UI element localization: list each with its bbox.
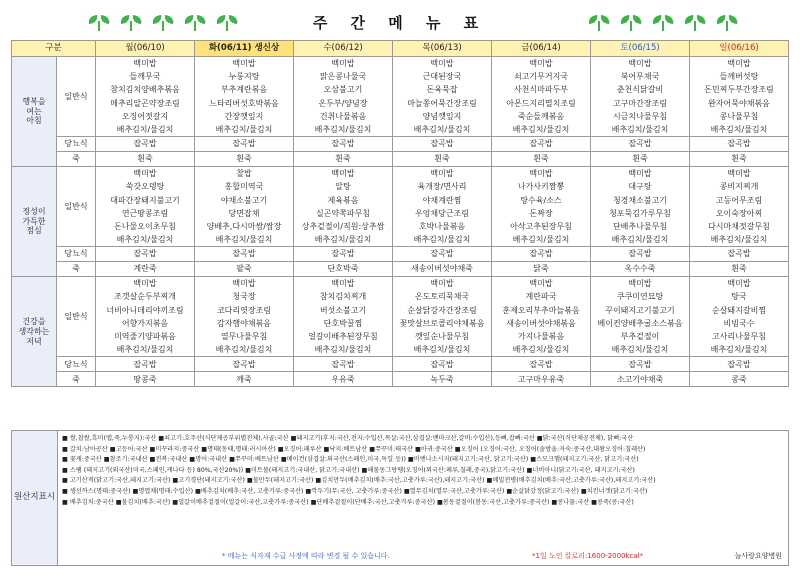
menu-cell: 잡곡밥: [393, 247, 492, 262]
menu-cell: [294, 277, 393, 357]
menu-cell: [195, 167, 294, 247]
diet-type: 당뇨식: [57, 137, 96, 152]
dish-name: 청포묵김가루무침: [609, 208, 671, 218]
dish-name: 백미밥: [133, 279, 157, 289]
menu-cell: 잡곡밥: [492, 247, 591, 262]
dish-name: 고등어무조림: [715, 195, 763, 205]
dish-name: 양념깻잎지: [422, 111, 462, 121]
origin-line: ■ 스팸 (돼지고기(외국산(미국,스페인,캐나다 등) 80%,국산20%)) ■미트볼(돼지고기:국내산, 닭고기:국내산) ■해물동그랑땡(오징어(외국산:페루,칠레,중국),닭고기:국산) ■너비아니(닭고기:국산, 돼지고기:국산): [62, 466, 635, 474]
menu-cell: 잡곡밥: [195, 357, 294, 372]
dish-name: 배추김치/물김치: [116, 124, 174, 134]
dish-name: 백미밥: [430, 59, 454, 68]
dish-name: 감자햄야채볶음: [216, 318, 272, 328]
menu-cell: 녹두죽: [393, 372, 492, 387]
dish-name: 백미밥: [331, 59, 355, 68]
sprout-icon: [650, 14, 676, 32]
day-header: 화(06/11) 생신상: [195, 41, 294, 57]
dish-name: 부추계란볶음: [220, 85, 268, 95]
menu-cell: 잡곡밥: [96, 357, 195, 372]
meal-label-line: 생각하는: [18, 327, 50, 337]
dish-name: 너비아니데리야끼조림: [106, 305, 184, 315]
menu-cell: 잡곡밥: [690, 247, 789, 262]
dish-name: 어향가지볶음: [121, 318, 169, 328]
menu-cell: 잡곡밥: [294, 137, 393, 152]
dish-name: 청경채소불고기: [612, 195, 668, 205]
dish-name: 백미밥: [331, 279, 355, 289]
dish-name: 돈민찌두부간장조림: [704, 85, 774, 95]
dish-name: 백미밥: [628, 59, 652, 68]
menu-row: [12, 247, 789, 262]
dish-name: 대파간장돼지불고기: [110, 195, 180, 205]
dish-name: 아삭고추된장무침: [510, 221, 572, 231]
menu-cell: [96, 167, 195, 247]
weekly-menu-table: [11, 40, 789, 387]
dish-name: 백미밥: [529, 59, 553, 68]
calorie-note: *1일 노인 칼로리:1600-2000kcal*: [532, 552, 644, 560]
menu-cell: 잡곡밥: [195, 247, 294, 262]
menu-cell: [591, 167, 690, 247]
menu-row: [12, 57, 789, 137]
menu-row: [12, 357, 789, 372]
change-notice: * 메뉴는 식자재 수급 사정에 따라 변경 될 수 있습니다.: [222, 552, 390, 560]
menu-cell: 닭죽: [492, 262, 591, 277]
menu-cell: 잡곡밥: [591, 247, 690, 262]
menu-cell: 잡곡밥: [591, 357, 690, 372]
dish-name: 완자어묵야채볶음: [708, 98, 770, 108]
meal-label-line: 행복을: [22, 97, 46, 107]
dish-name: 오이숙장아찌: [715, 208, 763, 218]
menu-cell: 새송이버섯야채죽: [393, 262, 492, 277]
dish-name: 훈제오리부추마늘볶음: [502, 305, 580, 315]
dish-name: 누룽지탕: [228, 72, 260, 82]
menu-cell: [393, 277, 492, 357]
dish-name: 베이컨양배추굴소스볶음: [597, 318, 683, 328]
menu-row: [12, 262, 789, 277]
menu-cell: [492, 167, 591, 247]
dish-name: 마늘쫑어묵간장조림: [407, 98, 477, 108]
menu-cell: [690, 277, 789, 357]
day-header: 금(06/14): [492, 41, 591, 57]
dish-name: 부추겉절이: [620, 332, 660, 341]
menu-cell: 잡곡밥: [195, 137, 294, 152]
dish-name: 느타리버섯호박볶음: [209, 98, 279, 108]
origin-line: ■ 배추김치:중국산 ■물김치(배추:국산) ■얼갈이배추겉절이(얼갈이:국산,고춧가루:중국산) ■단배추겉절이(단배추:국산,고춧가루:중국산) ■봄동겉절이(봄동:국산,고춧가루:중국산) ■콩나물:국산 ■콩죽(콩:국산): [62, 498, 634, 506]
menu-cell: 흰죽: [690, 152, 789, 167]
menu-row: [12, 152, 789, 167]
diet-type: 당뇨식: [57, 357, 96, 372]
dish-name: 코다리엿장조림: [216, 305, 272, 315]
sprout-icon: [618, 14, 644, 32]
meal-label-line: 정성이: [22, 207, 46, 217]
dish-name: 백미밥: [727, 279, 751, 289]
menu-cell: [195, 277, 294, 357]
dish-name: 시금치나물무침: [612, 111, 668, 121]
dish-name: 깻잎순나물무침: [414, 332, 470, 341]
dish-name: 대구탕: [628, 182, 652, 192]
meal-label-line: 가득한: [22, 216, 46, 226]
menu-cell: 우유죽: [294, 372, 393, 387]
dish-name: 참치김치양배추볶음: [110, 85, 180, 95]
dish-name: 당면잡채: [228, 208, 260, 218]
menu-cell: 소고기야채죽: [591, 372, 690, 387]
dish-name: 백미밥: [628, 279, 652, 289]
dish-name: 백미밥: [727, 169, 751, 179]
menu-cell: 콩죽: [690, 372, 789, 387]
origin-lines: [62, 434, 784, 508]
dish-name: 배추김치/물김치: [512, 345, 570, 355]
origin-line: ■ 갈치:남아공산 ■고등어:국산 ■미꾸라지:중국산 ■명태(동태,명태:러시아산) ■오징어:페루산 ■낙지:베트남산 ■쭈꾸미:태국산 ■아귀:중국산 ■오징어 (오징어:국산, 오징어(솔방울:자숙:중국산,대왕오징어:칠레산): [62, 445, 646, 453]
dish-name: 메추리알곤약장조림: [110, 98, 180, 108]
menu-cell: 고구마우유죽: [492, 372, 591, 387]
dish-name: 돈육묵잡: [426, 85, 458, 95]
menu-cell: [393, 57, 492, 137]
dish-name: 콩나물무침: [719, 111, 759, 121]
dish-name: 참치김치찌개: [319, 292, 367, 302]
meal-label: [12, 277, 57, 387]
menu-cell: 잡곡밥: [393, 137, 492, 152]
origin-line: ■ 쌀,찹쌀,흑미(멥,죽,누룽지):국산 ■쇠고기:호주산(식단제공부위별전체),사골:국산 ■돼지고기(후지:국산,전지:수입산,목살:국산,삼겹살:멘마크산,갈비:수입산),등뼈,잡뼈:국산 ■닭:국산(식단제공전체), 닭뼈:국산: [62, 435, 634, 442]
menu-cell: [690, 167, 789, 247]
menu-cell: 흰죽: [294, 152, 393, 167]
dish-name: 배추김치/물김치: [314, 235, 372, 245]
dish-name: 아몬드지리멸치조림: [506, 98, 576, 108]
header-row: [12, 41, 789, 57]
dish-name: 열무나물무침: [220, 332, 268, 341]
dish-name: 새송이버섯야채볶음: [506, 318, 576, 328]
dish-name: 야채계란찜: [422, 195, 462, 205]
dish-name: 돈짜장: [529, 208, 553, 218]
dish-name: 백미밥: [628, 169, 652, 179]
dish-name: 콩비지찌개: [719, 182, 759, 192]
dish-name: 탕수육/소스: [520, 195, 562, 205]
diet-type: 죽: [57, 262, 96, 277]
origin-label-line: 원산지: [13, 492, 39, 503]
category-header: 구분: [12, 41, 96, 57]
dish-name: 배추김치/물김치: [512, 124, 570, 134]
menu-cell: 단호박죽: [294, 262, 393, 277]
dish-name: 맑은콩나물국: [319, 72, 367, 82]
meal-label-line: 건강을: [22, 317, 46, 327]
menu-cell: 잡곡밥: [492, 357, 591, 372]
dish-name: 온두부/양념장: [318, 98, 368, 108]
dish-name: 배추김치/물김치: [116, 345, 174, 355]
dish-name: 백미밥: [430, 279, 454, 289]
hospital-name: 늘사랑요양병원: [734, 552, 782, 560]
menu-row: [12, 137, 789, 152]
dish-name: 오삼불고기: [323, 85, 363, 95]
menu-row: [12, 167, 789, 247]
day-header: 일(06/16): [690, 41, 789, 57]
menu-cell: 잡곡밥: [393, 357, 492, 372]
menu-cell: [294, 167, 393, 247]
dish-name: 단호박꿀찜: [323, 318, 363, 328]
dish-name: 백미밥: [430, 169, 454, 179]
dish-name: 찰밥: [236, 169, 252, 179]
dish-name: 알탕: [335, 182, 351, 192]
menu-cell: 잡곡밥: [96, 137, 195, 152]
dish-name: 배추김치/물김치: [611, 345, 669, 355]
menu-cell: 땅콩죽: [96, 372, 195, 387]
meal-label-line: 여는: [26, 106, 42, 116]
footer: [62, 551, 784, 563]
origin-line: ■ 생선까스(명태:중국산) ■명엽채(명태:수입산) ■배추김치(배추:국산, 고춧가루:중국산) ■깍두기(무:국산, 고춧가루:중국산) ■열무김치(열무:국산,고춧가루:국산) ■순살닭강정(닭고기:국산) ■치킨너겟(닭고기:국산): [62, 487, 648, 495]
menu-cell: [96, 57, 195, 137]
meal-label: [12, 57, 57, 167]
menu-cell: 흰죽: [393, 152, 492, 167]
dish-name: 춘천식닭갈비: [616, 85, 664, 95]
dish-name: 북어무채국: [620, 72, 660, 82]
dish-name: 쑥갓오뎅탕: [125, 182, 165, 192]
meal-label-line: 아침: [26, 116, 42, 126]
dish-name: 배추김치/물김치: [116, 235, 174, 245]
menu-cell: [195, 57, 294, 137]
diet-type: 죽: [57, 372, 96, 387]
dish-name: 백미밥: [133, 59, 157, 68]
dish-name: 단배추나물무침: [612, 221, 668, 231]
dish-name: 배추김치/물김치: [314, 124, 372, 134]
dish-name: 건취나물볶음: [319, 111, 367, 121]
dish-name: 배추김치/물김치: [413, 345, 471, 355]
diet-type: 당뇨식: [57, 247, 96, 262]
dish-name: 백미밥: [331, 169, 355, 179]
dish-name: 배추김치/물김치: [710, 124, 768, 134]
origin-line: ■ 고기산적(닭고기:국산,돼지고기:국산) ■고기경단(돼지고기:국산) ■물만두(돼지고기:국산) ■김치만두(배추김치(배추:국산,고춧가루:국산),돼지고기:국산) ■메밀전병(배추김치(배추:국산,고춧가루:국산),돼지고기:국산): [62, 477, 656, 485]
dish-name: 양배추,다시마쌈/쌈장: [206, 221, 282, 231]
day-header: 토(06/15): [591, 41, 690, 57]
dish-name: 비빔국수: [723, 318, 755, 328]
sprout-icon: [714, 14, 740, 32]
dish-name: 백미밥: [727, 59, 751, 68]
dish-name: 들깨버섯탕: [719, 72, 759, 82]
day-header: 수(06/12): [294, 41, 393, 57]
dish-name: 배추김치/물김치: [413, 124, 471, 134]
dish-name: 근대된장국: [422, 72, 462, 82]
dish-name: 연근땅콩조림: [121, 208, 169, 218]
menu-cell: 흰죽: [195, 152, 294, 167]
dish-name: 계란파국: [525, 292, 557, 302]
menu-cell: [591, 277, 690, 357]
menu-cell: 흰죽: [690, 262, 789, 277]
menu-cell: 팥죽: [195, 262, 294, 277]
dish-name: 배추김치/물김치: [413, 235, 471, 245]
dish-name: 배추김치/물김치: [710, 235, 768, 245]
dish-name: 배추김치/물김치: [611, 235, 669, 245]
dish-name: 온도토리묵채국: [414, 292, 470, 302]
dish-name: 죽순들깨볶음: [517, 111, 565, 121]
menu-cell: 흰죽: [492, 152, 591, 167]
dish-name: 우엉채당근조림: [414, 208, 470, 218]
dish-name: 탕국: [731, 292, 747, 302]
menu-cell: 깨죽: [195, 372, 294, 387]
menu-cell: 잡곡밥: [690, 137, 789, 152]
menu-row: [12, 372, 789, 387]
page-title: 주 간 메 뉴 표: [312, 14, 488, 32]
dish-name: 배추김치/물김치: [710, 345, 768, 355]
dish-name: 고구마간장조림: [612, 98, 668, 108]
meal-label-line: 점심: [26, 226, 42, 236]
dish-name: 배추김치/물김치: [314, 345, 372, 355]
dish-name: 실곤약쪽파무침: [315, 208, 371, 218]
dish-name: 나가사키짬뽕: [517, 182, 565, 192]
dish-name: 들깨무국: [129, 72, 161, 82]
dish-name: 쇠고기무거지국: [513, 72, 569, 82]
menu-cell: 계란죽: [96, 262, 195, 277]
menu-cell: [294, 57, 393, 137]
meal-label: [12, 167, 57, 277]
diet-type: 일반식: [57, 57, 96, 137]
dish-name: 조갯살순두부찌개: [114, 292, 176, 302]
diet-type: 일반식: [57, 167, 96, 247]
dish-name: 백미밥: [133, 169, 157, 179]
diet-type: 죽: [57, 152, 96, 167]
dish-name: 호박나물볶음: [418, 221, 466, 231]
dish-name: 백미밥: [529, 279, 553, 289]
menu-cell: 흰죽: [96, 152, 195, 167]
dish-name: 야채소불고기: [220, 195, 268, 205]
dish-name: 배추김치/물김치: [215, 235, 273, 245]
origin-label: [12, 431, 58, 565]
dish-name: 제육볶음: [327, 195, 359, 205]
menu-cell: [492, 57, 591, 137]
day-header: 월(06/10): [96, 41, 195, 57]
dish-name: 홍합미역국: [224, 182, 264, 192]
menu-cell: 잡곡밥: [492, 137, 591, 152]
menu-cell: [96, 277, 195, 357]
dish-name: 순살닭강자간장조림: [407, 305, 477, 315]
menu-cell: [690, 57, 789, 137]
origin-line: ■ 꽃게:중국산 ■참조기:국내산 ■전복:국내산 ■명어:국내산 ■쭈꾸미:베트남산 ■베이컨(삼겹살:외국산(스페인,미국,독일 등)) ■비엔나소시지(돼지고기:국산, 닭고기:국산) ■스모크햄(돼지고기:국산, 닭고기:국산): [62, 456, 639, 464]
dish-name: 다시마채젓갈무침: [708, 221, 770, 231]
menu-cell: 잡곡밥: [96, 247, 195, 262]
dish-name: 오징어젓갈지: [121, 111, 169, 121]
sprout-icon: [586, 14, 612, 32]
day-header: 목(06/13): [393, 41, 492, 57]
menu-cell: 흰죽: [591, 152, 690, 167]
dish-name: 배추김치/물김치: [215, 124, 273, 134]
dish-name: 백미밥: [232, 59, 256, 68]
menu-cell: 잡곡밥: [591, 137, 690, 152]
dish-name: 고사리나물무침: [711, 332, 767, 341]
dish-name: 버섯소불고기: [319, 305, 367, 315]
page-header: [0, 0, 800, 40]
dish-name: 육개장/면사리: [417, 182, 467, 192]
menu-cell: [393, 167, 492, 247]
menu-row: [12, 277, 789, 357]
dish-name: 배추김치/물김치: [512, 235, 570, 245]
origin-label-line: 표시: [38, 492, 56, 503]
sprout-decoration-right: [586, 14, 740, 32]
dish-name: 청국장: [232, 292, 256, 302]
dish-name: 쿠쿠미연묘탕: [616, 292, 664, 302]
diet-type: 일반식: [57, 277, 96, 357]
dish-name: 상추겉절이/직원:상추쌈: [301, 221, 385, 231]
origin-section: [11, 430, 789, 566]
dish-name: 백미밥: [232, 279, 256, 289]
dish-name: 배추김치/물김치: [611, 124, 669, 134]
dish-name: 배추김치/물김치: [215, 345, 273, 355]
menu-cell: [591, 57, 690, 137]
dish-name: 백미밥: [529, 169, 553, 179]
menu-cell: 잡곡밥: [294, 247, 393, 262]
sprout-icon: [682, 14, 708, 32]
menu-cell: 옥수수죽: [591, 262, 690, 277]
dish-name: 돈나물오이초무침: [114, 221, 176, 231]
dish-name: 간장깻잎지: [224, 111, 264, 121]
meal-label-line: 저녁: [26, 336, 42, 346]
dish-name: 미역줄기양파볶음: [114, 332, 176, 341]
dish-name: 꾸이돼지고기불고기: [605, 305, 675, 315]
dish-name: 얼갈이배추된장무침: [308, 332, 378, 341]
menu-cell: 잡곡밥: [690, 357, 789, 372]
menu-cell: [492, 277, 591, 357]
dish-name: 순살돼지갈비찜: [711, 305, 767, 315]
dish-name: 꽃맛살브로콜리야채볶음: [399, 318, 485, 328]
menu-cell: 잡곡밥: [294, 357, 393, 372]
dish-name: 가지나물볶음: [517, 332, 565, 341]
dish-name: 사천식마파두부: [513, 85, 569, 95]
